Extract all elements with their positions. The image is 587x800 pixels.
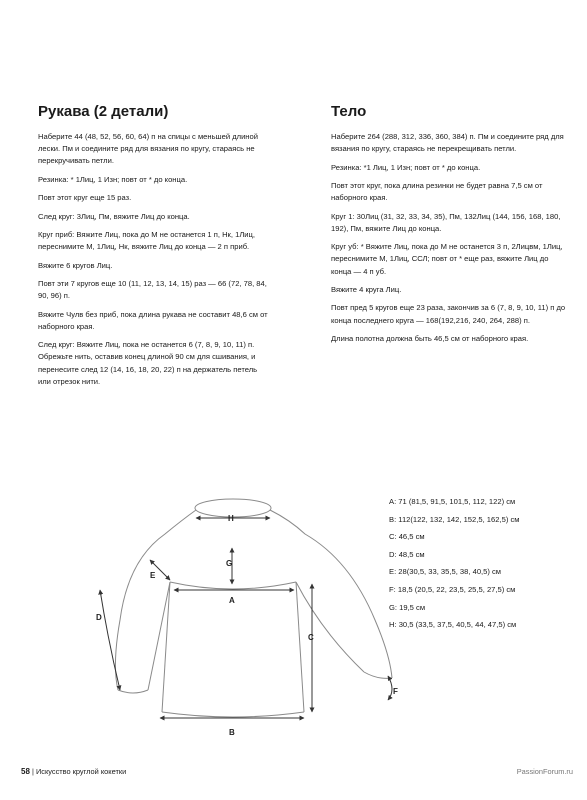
- body-section: [331, 103, 567, 351]
- measurement-labels: [96, 514, 398, 737]
- publication-title: Искусство круглой кокетки: [35, 767, 127, 776]
- watermark: PassionForum.ru: [516, 767, 573, 776]
- paragraph: Круг приб: Вяжите Лиц, пока до М не останется 1 п, Нк, 1Лиц, переснимите М, 1Лиц, Нк, вяжите Лиц до конца — 2 п приб.: [38, 229, 256, 252]
- measurement-h: H: 30,5 (33,5, 37,5, 40,5, 44, 47,5) см: [389, 620, 517, 630]
- paragraph: Вяжите 6 кругов Лиц.: [38, 260, 113, 270]
- paragraph: Повт этот круг, пока длина резинки не будет равна 7,5 см от наборного края.: [331, 180, 543, 203]
- label-c: C: [308, 633, 314, 642]
- measurement-f: F: 18,5 (20,5, 22, 23,5, 25,5, 27,5) см: [389, 584, 516, 594]
- measurement-e: E: 28(30,5, 33, 35,5, 38, 40,5) см: [389, 567, 502, 577]
- label-f: F: [393, 687, 398, 696]
- section-title-body: Тело: [331, 103, 367, 120]
- page-number: 58: [21, 767, 30, 776]
- paragraph: Наберите 44 (48, 52, 56, 60, 64) п на спицы с меньшей длиной лески. Пм и соедините ряд для вязания по кругу, стараясь не перекручивать петли.: [38, 132, 258, 166]
- paragraph: Повт пред 5 кругов еще 23 раза, закончив за 6 (7, 8, 9, 10, 11) п до конца последнего круга — 168(192,216, 240, 264, 288) п.: [331, 303, 566, 325]
- label-a: A: [229, 596, 235, 605]
- paragraph: Повт этот круг еще 15 раз.: [38, 193, 132, 203]
- measurements-list: [389, 493, 519, 634]
- measurement-d: D: 48,5 см: [389, 549, 425, 559]
- paragraph: Длина полотна должна быть 46,5 см от наборного края.: [331, 333, 529, 343]
- paragraph: Круг 1: 30Лиц (31, 32, 33, 34, 35), Пм, 132Лиц (144, 156, 168, 180, 192), Пм, вяжите Лиц до конца.: [331, 211, 561, 233]
- label-h: H: [228, 514, 234, 523]
- paragraph: Вяжите Чулв без приб, пока длина рукава не составит 48,6 см от наборного края.: [38, 309, 268, 331]
- paragraph: Резинка: * 1Лиц, 1 Изн; повт от * до конца.: [38, 174, 188, 184]
- paragraph: Резинка: *1 Лиц, 1 Изн; повт от * до конца.: [331, 162, 481, 172]
- label-e: E: [150, 571, 156, 580]
- sleeves-instructions: [38, 131, 270, 388]
- label-d: D: [96, 613, 102, 622]
- paragraph: Наберите 264 (288, 312, 336, 360, 384) п. Пм и соедините ряд для вязания по кругу, стараясь не перекрещивать петли.: [331, 132, 564, 154]
- paragraph: След круг: Вяжите Лиц, пока не останется 6 (7, 8, 9, 10, 11) п. Обрежьте нить, оставив конец длиной 90 см для сшивания, и перенесите след 12 (14, 16, 18, 20, 22) п на держатель петель или отрезок нити.: [38, 340, 258, 386]
- body-instructions: [331, 131, 567, 345]
- measurement-c: C: 46,5 см: [389, 532, 425, 542]
- sleeves-section: [38, 103, 270, 394]
- paragraph: Круг уб: * Вяжите Лиц, пока до М не останется 3 п, 2Лицвм, 1Лиц, переснимите М, 1Лиц, ССЛ; повт от * еще раз, вяжите Лиц до конца — 4 п уб.: [331, 242, 563, 276]
- paragraph: Повт эти 7 кругов еще 10 (11, 12, 13, 14, 15) раз — 66 (72, 78, 84, 90, 96) п.: [38, 278, 267, 301]
- footer-separator: |: [31, 767, 34, 776]
- measurement-arrows: [100, 518, 392, 718]
- paragraph: Вяжите 4 круга Лиц.: [331, 284, 402, 294]
- sweater-outline: [115, 499, 392, 717]
- measurement-g: G: 19,5 см: [389, 602, 426, 612]
- measurement-a: A: 71 (81,5, 91,5, 101,5, 112, 122) см: [389, 497, 516, 506]
- label-g: G: [226, 559, 233, 568]
- label-b: B: [229, 728, 235, 737]
- measurement-b: B: 112(122, 132, 142, 152,5, 162,5) см: [389, 514, 520, 524]
- section-title-sleeves: Рукава (2 детали): [38, 103, 169, 120]
- paragraph: След круг: 3Лиц, Пм, вяжите Лиц до конца.: [38, 211, 190, 221]
- page-footer: [21, 767, 126, 776]
